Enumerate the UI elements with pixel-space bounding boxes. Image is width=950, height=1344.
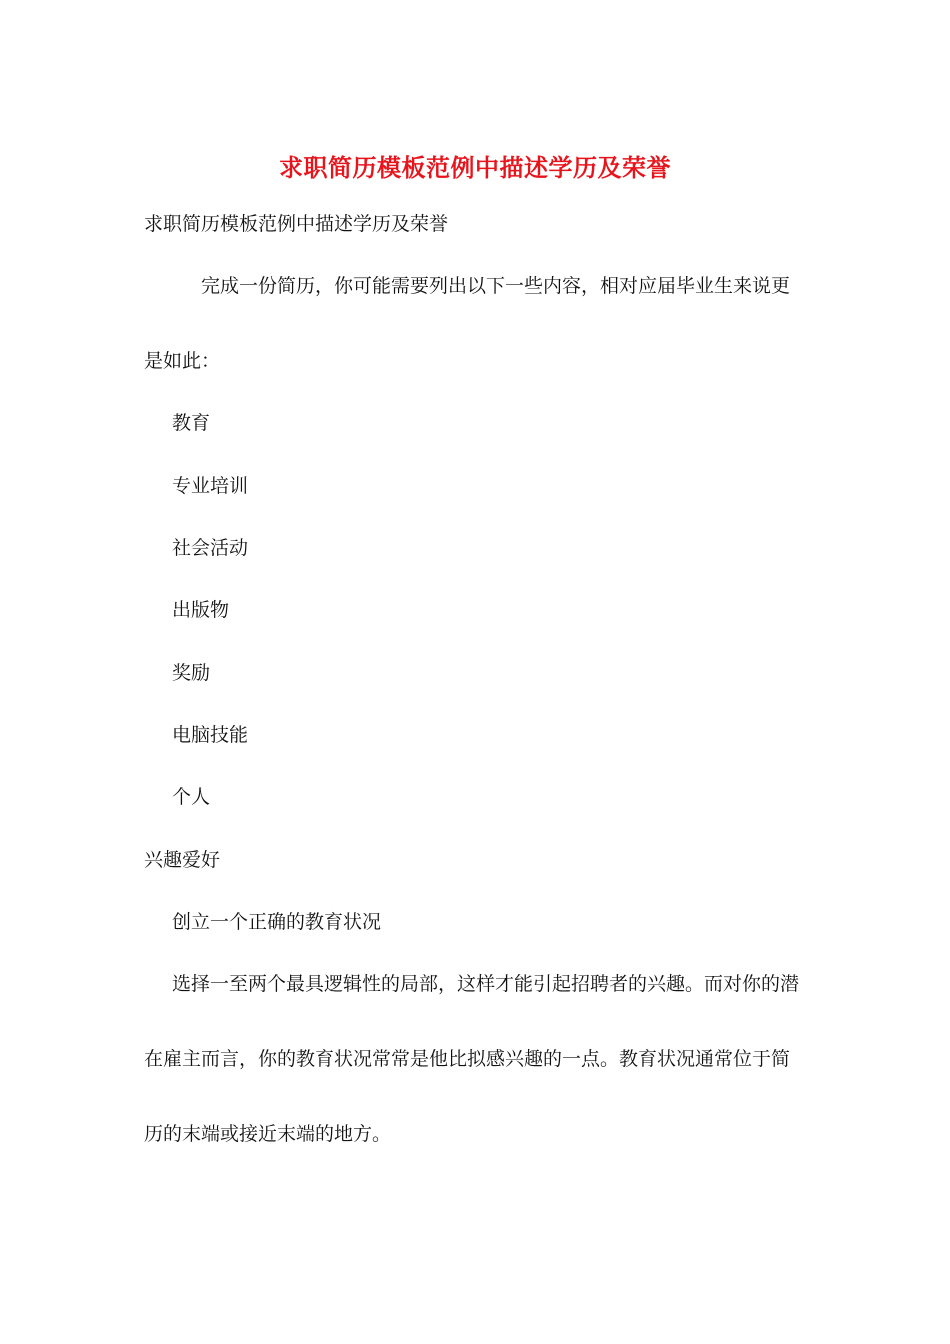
list-item-training: 专业培训 xyxy=(172,475,249,497)
list-item-awards: 奖励 xyxy=(172,662,211,684)
document-title: 求职简历模板范例中描述学历及荣誉 xyxy=(279,153,671,182)
list-item-computer-skills: 电脑技能 xyxy=(172,724,249,746)
list-item-personal: 个人 xyxy=(172,786,211,808)
list-item-interests: 兴趣爱好 xyxy=(144,849,221,871)
paragraph-line-2: 在雇主而言，你的教育状况常常是他比拟感兴趣的一点。教育状况通常位于简 xyxy=(144,1048,791,1070)
document-subtitle: 求职简历模板范例中描述学历及荣誉 xyxy=(144,213,449,235)
paragraph-line-1: 选择一至两个最具逻辑性的局部，这样才能引起招聘者的兴趣。而对你的潜 xyxy=(172,973,800,995)
list-item-education: 教育 xyxy=(172,412,211,434)
section-heading: 创立一个正确的教育状况 xyxy=(172,911,382,933)
intro-line-1: 完成一份简历，你可能需要列出以下一些内容，相对应届毕业生来说更 xyxy=(201,275,791,297)
intro-line-2: 是如此： xyxy=(144,350,221,372)
list-item-activities: 社会活动 xyxy=(172,537,249,559)
list-item-publications: 出版物 xyxy=(172,599,230,621)
paragraph-line-3: 历的末端或接近末端的地方。 xyxy=(144,1123,392,1145)
